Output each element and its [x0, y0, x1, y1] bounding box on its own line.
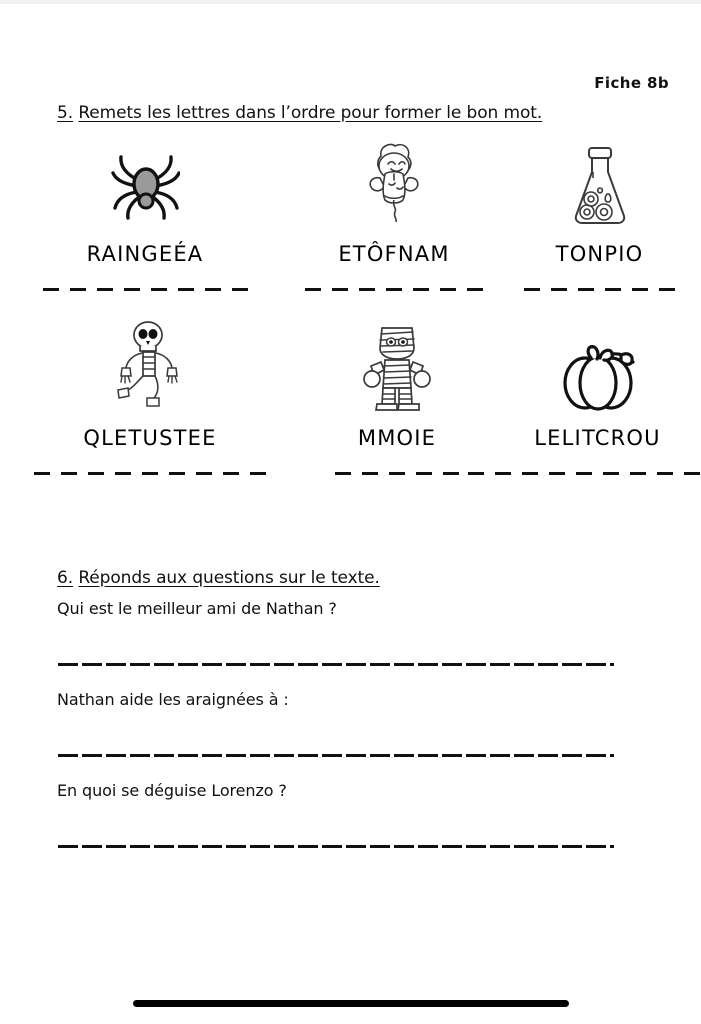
letter-blank[interactable]	[70, 288, 86, 291]
answer-dashes[interactable]	[335, 472, 459, 475]
letter-blank[interactable]	[576, 472, 592, 475]
letter-blank[interactable]	[362, 472, 378, 475]
letter-blank[interactable]	[659, 288, 675, 291]
word-item-spider	[0, 136, 290, 291]
letter-blank[interactable]	[205, 288, 221, 291]
letter-blank[interactable]	[61, 472, 77, 475]
word-grid-row-1	[0, 136, 701, 291]
letter-blank[interactable]	[232, 288, 248, 291]
ghost-icon	[361, 136, 427, 228]
letter-blank[interactable]	[169, 472, 185, 475]
letter-blank[interactable]	[196, 472, 212, 475]
top-edge-strip	[0, 0, 701, 4]
answer-line-3[interactable]	[58, 845, 614, 848]
answer-dashes[interactable]	[524, 288, 675, 291]
exercise-6-heading	[57, 568, 380, 588]
word-grid-row-2	[0, 320, 701, 475]
exercise-5-instruction: Remets les lettres dans l’ordre pour former le bon mot.	[78, 103, 543, 123]
letter-blank[interactable]	[524, 288, 540, 291]
letter-blank[interactable]	[250, 472, 266, 475]
home-indicator[interactable]	[133, 1000, 569, 1007]
letter-blank[interactable]	[34, 472, 50, 475]
answer-dashes[interactable]	[43, 288, 248, 291]
question-1: Qui est le meilleur ami de Nathan ?	[57, 599, 337, 618]
letter-blank[interactable]	[549, 472, 565, 475]
spider-icon	[110, 136, 180, 228]
letter-blank[interactable]	[115, 472, 131, 475]
potion-flask-icon	[569, 136, 631, 228]
exercise-6-instruction: Réponds aux questions sur le texte.	[78, 568, 380, 588]
question-2: Nathan aide les araignées à :	[57, 690, 289, 709]
answer-dashes[interactable]	[305, 288, 483, 291]
letter-blank[interactable]	[632, 288, 648, 291]
scrambled-word: ETÔFNAM	[338, 242, 450, 266]
letter-blank[interactable]	[124, 288, 140, 291]
exercise-5-heading	[57, 103, 542, 123]
letter-blank[interactable]	[684, 472, 700, 475]
mummy-icon	[363, 320, 431, 412]
letter-blank[interactable]	[578, 288, 594, 291]
letter-blank[interactable]	[416, 472, 432, 475]
letter-blank[interactable]	[178, 288, 194, 291]
skeleton-icon	[113, 320, 187, 412]
pumpkin-icon	[558, 320, 638, 412]
exercise-5-number: 5.	[57, 103, 74, 123]
word-item-mummy	[300, 320, 494, 475]
word-item-skeleton	[0, 320, 300, 475]
letter-blank[interactable]	[495, 472, 511, 475]
question-3: En quoi se déguise Lorenzo ?	[57, 781, 287, 800]
letter-blank[interactable]	[43, 288, 59, 291]
answer-dashes[interactable]	[34, 472, 266, 475]
word-item-pumpkin	[494, 320, 701, 475]
word-item-ghost	[290, 136, 498, 291]
scrambled-word: RAINGEÉA	[86, 242, 204, 266]
letter-blank[interactable]	[443, 472, 459, 475]
letter-blank[interactable]	[603, 472, 619, 475]
letter-blank[interactable]	[389, 472, 405, 475]
letter-blank[interactable]	[630, 472, 646, 475]
letter-blank[interactable]	[88, 472, 104, 475]
scrambled-word: LELITCROU	[534, 426, 661, 450]
letter-blank[interactable]	[468, 472, 484, 475]
scrambled-word: QLETUSTEE	[83, 426, 217, 450]
letter-blank[interactable]	[522, 472, 538, 475]
letter-blank[interactable]	[223, 472, 239, 475]
letter-blank[interactable]	[551, 288, 567, 291]
letter-blank[interactable]	[386, 288, 402, 291]
letter-blank[interactable]	[359, 288, 375, 291]
letter-blank[interactable]	[440, 288, 456, 291]
answer-line-2[interactable]	[58, 754, 614, 757]
letter-blank[interactable]	[413, 288, 429, 291]
word-item-potion	[498, 136, 701, 291]
letter-blank[interactable]	[142, 472, 158, 475]
letter-blank[interactable]	[97, 288, 113, 291]
answer-line-1[interactable]	[58, 663, 614, 666]
answer-dashes[interactable]	[468, 472, 701, 475]
letter-blank[interactable]	[335, 472, 351, 475]
scrambled-word: TONPIO	[555, 242, 644, 266]
letter-blank[interactable]	[151, 288, 167, 291]
scrambled-word: MMOIE	[357, 426, 437, 450]
letter-blank[interactable]	[657, 472, 673, 475]
letter-blank[interactable]	[605, 288, 621, 291]
letter-blank[interactable]	[305, 288, 321, 291]
letter-blank[interactable]	[467, 288, 483, 291]
fiche-label: Fiche 8b	[594, 74, 669, 92]
exercise-6-number: 6.	[57, 568, 74, 588]
letter-blank[interactable]	[332, 288, 348, 291]
